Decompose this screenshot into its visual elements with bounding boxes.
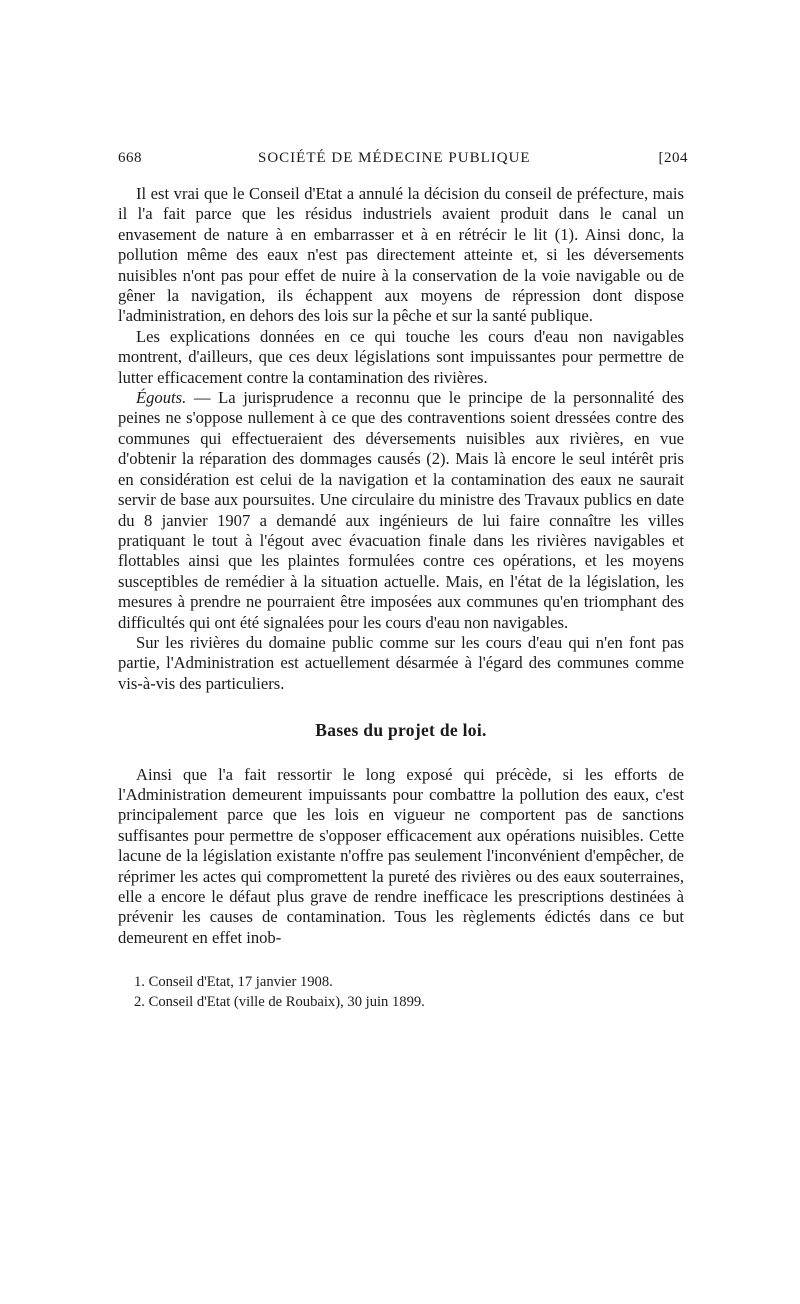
footnotes [118,972,684,1012]
paragraph: Les explications données en ce qui touche les cours d'eau non navigables montrent, d'ailleurs, que ces deux législations sont impuissantes pour permettre de lutter efficacement contre la contamination des rivières. [118,326,684,387]
footnote: 2. Conseil d'Etat (ville de Roubaix), 30 juin 1899. [134,994,425,1011]
page-number: 668 [118,150,142,166]
paragraph: Il est vrai que le Conseil d'Etat a annulé la décision du conseil de préfecture, mais il l'a fait parce que les résidus industriels avaient produit dans le canal un envasement de nature à en embarrasser et à en rétrécir le lit (1). Ainsi donc, la pollution même des eaux n'est pas directement atteinte et, si les déversements nuisibles n'ont pas pour effet de nuire à la conservation de la voie navigable ou de gêner la navigation, ils échappent aux moyens de répression dont dispose l'administration, en dehors des lois sur la pêche et sur la santé publique. [118,184,684,326]
page-reference: [204 [658,150,688,166]
egouts-paragraph [118,388,684,633]
page-header [118,150,688,176]
page-body [118,184,684,948]
footnote: 1. Conseil d'Etat, 17 janvier 1908. [134,974,333,991]
running-title: SOCIÉTÉ DE MÉDECINE PUBLIQUE [258,150,531,166]
egouts-label: Égouts. [136,388,187,408]
book-page [118,150,688,1012]
egouts-text: — La jurisprudence a reconnu que le principe de la personnalité des peines ne s'oppose nullement à ce que des contraventions soient dressées contre des communes qui effectueraient des déversements nuisibles aux rivières, en vue d'obtenir la réparation des dommages causés (2). Mais là encore le seul intérêt pris en considération est celui de la navigation et la contamination des eaux ne saurait servir de base aux poursuites. Une circulaire du ministre des Travaux publics en date du 8 janvier 1907 a demandé aux ingénieurs de lui faire connaître les villes pratiquant le tout à l'égout avec évacuation finale dans les rivières navigables et flottables ainsi que les plaintes formulées contre ces opérations, et les moyens susceptibles de remédier à la situation actuelle. Mais, en l'état de la législation, les mesures à prendre ne pourraient être imposées aux communes qu'en triomphant des difficultés qui ont été signalées pour les cours d'eau non navigables. [118,388,684,632]
paragraph: Sur les rivières du domaine public comme sur les cours d'eau qui n'en font pas partie, l'Administration est actuellement désarmée à l'égard des communes comme vis-à-vis des particuliers. [118,632,684,693]
section-paragraph: Ainsi que l'a fait ressortir le long exposé qui précède, si les efforts de l'Administration demeurent impuissants pour combattre la pollution des eaux, c'est principalement parce que les lois en vigueur ne comportent pas de sanctions suffisantes pour permettre de s'opposer efficacement aux opérations nuisibles. Cette lacune de la législation existante n'offre pas seulement l'inconvénient d'empêcher, de réprimer les actes qui compromettent la pureté des rivières ou des eaux souterraines, elle a encore le défaut plus grave de rendre inefficace les prescriptions destinées à prévenir les causes de contamination. Tous les règlements édictés dans ce but demeurent en effet inob- [118,764,684,947]
section-heading: Bases du projet de loi. [315,720,487,741]
